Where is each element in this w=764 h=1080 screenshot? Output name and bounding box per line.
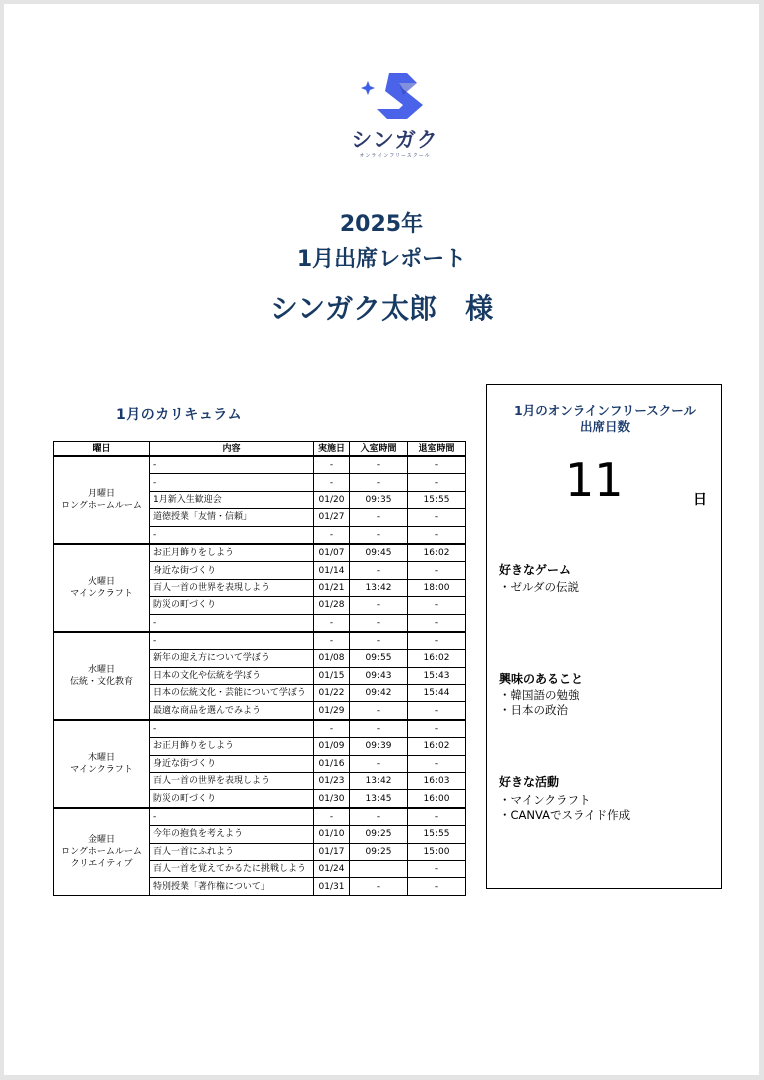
date-cell: 01/21 xyxy=(314,579,350,596)
exit-cell: - xyxy=(408,755,466,772)
col-header-exit: 退室時間 xyxy=(408,442,466,457)
date-cell: - xyxy=(314,720,350,738)
report-page xyxy=(4,4,759,1075)
entry-cell: 13:42 xyxy=(350,579,408,596)
date-cell: 01/29 xyxy=(314,702,350,720)
date-cell: 01/16 xyxy=(314,755,350,772)
exit-cell: 15:55 xyxy=(408,826,466,843)
day-cell: 水曜日 伝統・文化教育 xyxy=(54,632,150,720)
entry-cell: - xyxy=(350,562,408,579)
exit-cell: - xyxy=(408,614,466,632)
date-cell: 01/07 xyxy=(314,544,350,562)
entry-cell: - xyxy=(350,632,408,650)
col-header-entry: 入室時間 xyxy=(350,442,408,457)
content-cell: - xyxy=(150,808,314,826)
col-header-day: 曜日 xyxy=(54,442,150,457)
exit-cell: 16:02 xyxy=(408,738,466,755)
table-row xyxy=(54,808,466,826)
entry-cell: 13:42 xyxy=(350,773,408,790)
logo-wordmark: シンガク xyxy=(351,128,439,152)
content-cell: - xyxy=(150,526,314,544)
interests-heading: 興味のあること xyxy=(499,672,584,686)
entry-cell: - xyxy=(350,878,408,895)
entry-cell: - xyxy=(350,720,408,738)
entry-cell: - xyxy=(350,509,408,526)
date-cell: - xyxy=(314,632,350,650)
content-cell: - xyxy=(150,614,314,632)
date-cell: 01/31 xyxy=(314,878,350,895)
list-item: ・韓国語の勉強 xyxy=(499,688,580,702)
entry-cell: 09:55 xyxy=(350,650,408,667)
attendance-count: 11 xyxy=(565,453,624,507)
table-row xyxy=(54,720,466,738)
date-cell: - xyxy=(314,474,350,491)
content-cell: 今年の抱負を考えよう xyxy=(150,826,314,843)
content-cell: 百人一首の世界を表現しよう xyxy=(150,579,314,596)
exit-cell: - xyxy=(408,597,466,614)
date-cell: 01/17 xyxy=(314,843,350,860)
content-cell: 最適な商品を選んでみよう xyxy=(150,702,314,720)
date-cell: - xyxy=(314,808,350,826)
activities-heading: 好きな活動 xyxy=(499,775,560,789)
date-cell: 01/10 xyxy=(314,826,350,843)
day-cell: 木曜日 マインクラフト xyxy=(54,720,150,808)
content-cell: 日本の伝統文化・芸能について学ぼう xyxy=(150,685,314,702)
exit-cell: - xyxy=(408,474,466,491)
exit-cell: 16:02 xyxy=(408,650,466,667)
exit-cell: - xyxy=(408,509,466,526)
date-cell: 01/14 xyxy=(314,562,350,579)
table-row xyxy=(54,456,466,474)
date-cell: 01/27 xyxy=(314,509,350,526)
date-cell: - xyxy=(314,526,350,544)
content-cell: 日本の文化や伝統を学ぼう xyxy=(150,667,314,684)
entry-cell xyxy=(350,860,408,877)
exit-cell: - xyxy=(408,878,466,895)
entry-cell: - xyxy=(350,456,408,474)
report-title: 1月出席レポート xyxy=(296,247,467,272)
date-cell: 01/28 xyxy=(314,597,350,614)
list-item: ・CANVAでスライド作成 xyxy=(499,808,631,822)
entry-cell: 09:39 xyxy=(350,738,408,755)
date-cell: 01/09 xyxy=(314,738,350,755)
entry-cell: - xyxy=(350,755,408,772)
content-cell: 百人一首にふれよう xyxy=(150,843,314,860)
logo-tagline: オンラインフリースクール xyxy=(359,153,431,159)
exit-cell: - xyxy=(408,702,466,720)
activities-list xyxy=(499,793,630,823)
content-cell: - xyxy=(150,474,314,491)
interests-list xyxy=(499,688,580,718)
entry-cell: 09:45 xyxy=(350,544,408,562)
entry-cell: - xyxy=(350,474,408,491)
attendance-panel xyxy=(486,384,722,889)
list-item: ・マインクラフト xyxy=(499,793,591,807)
exit-cell: - xyxy=(408,562,466,579)
entry-cell: 09:35 xyxy=(350,491,408,508)
date-cell: 01/20 xyxy=(314,491,350,508)
games-heading: 好きなゲーム xyxy=(499,563,572,577)
attendance-unit: 日 xyxy=(693,492,707,508)
date-cell: 01/30 xyxy=(314,790,350,808)
entry-cell: - xyxy=(350,597,408,614)
content-cell: - xyxy=(150,632,314,650)
content-cell: 新年の迎え方について学ぼう xyxy=(150,650,314,667)
entry-cell: 09:25 xyxy=(350,843,408,860)
date-cell: 01/24 xyxy=(314,860,350,877)
date-cell: 01/15 xyxy=(314,667,350,684)
content-cell: 百人一首を覚えてかるたに挑戦しよう xyxy=(150,860,314,877)
exit-cell: 16:00 xyxy=(408,790,466,808)
entry-cell: - xyxy=(350,808,408,826)
logo-mark-icon xyxy=(359,67,431,127)
student-name: シンガク太郎 様 xyxy=(269,292,494,325)
table-row xyxy=(54,632,466,650)
exit-cell: 16:03 xyxy=(408,773,466,790)
entry-cell: 09:25 xyxy=(350,826,408,843)
content-cell: 防災の町づくり xyxy=(150,597,314,614)
report-year: 2025年 xyxy=(339,212,424,237)
exit-cell: - xyxy=(408,456,466,474)
exit-cell: - xyxy=(408,860,466,877)
exit-cell: 15:43 xyxy=(408,667,466,684)
exit-cell: 15:00 xyxy=(408,843,466,860)
exit-cell: 15:44 xyxy=(408,685,466,702)
entry-cell: - xyxy=(350,614,408,632)
attendance-title: 1月のオンラインフリースクール 出席日数 xyxy=(514,403,696,434)
day-cell: 火曜日 マインクラフト xyxy=(54,544,150,632)
col-header-date: 実施日 xyxy=(314,442,350,457)
date-cell: - xyxy=(314,614,350,632)
content-cell: 防災の町づくり xyxy=(150,790,314,808)
entry-cell: 13:45 xyxy=(350,790,408,808)
content-cell: 特別授業「著作権について」 xyxy=(150,878,314,895)
table-row xyxy=(54,544,466,562)
list-item: ・日本の政治 xyxy=(499,703,568,717)
date-cell: 01/08 xyxy=(314,650,350,667)
entry-cell: 09:43 xyxy=(350,667,408,684)
date-cell: - xyxy=(314,456,350,474)
exit-cell: 18:00 xyxy=(408,579,466,596)
content-cell: 身近な街づくり xyxy=(150,755,314,772)
entry-cell: - xyxy=(350,526,408,544)
games-list xyxy=(499,580,579,595)
exit-cell: - xyxy=(408,526,466,544)
exit-cell: - xyxy=(408,808,466,826)
entry-cell: 09:42 xyxy=(350,685,408,702)
exit-cell: - xyxy=(408,632,466,650)
day-cell: 金曜日 ロングホームルーム クリエイティブ xyxy=(54,808,150,895)
content-cell: 百人一首の世界を表現しよう xyxy=(150,773,314,790)
entry-cell: - xyxy=(350,702,408,720)
col-header-content: 内容 xyxy=(150,442,314,457)
list-item: ・ゼルダの伝説 xyxy=(499,580,580,594)
date-cell: 01/22 xyxy=(314,685,350,702)
exit-cell: 15:55 xyxy=(408,491,466,508)
content-cell: - xyxy=(150,720,314,738)
exit-cell: - xyxy=(408,720,466,738)
content-cell: お正月飾りをしよう xyxy=(150,544,314,562)
curriculum-table xyxy=(53,441,466,896)
exit-cell: 16:02 xyxy=(408,544,466,562)
day-cell: 月曜日 ロングホームルーム xyxy=(54,456,150,544)
content-cell: 身近な街づくり xyxy=(150,562,314,579)
content-cell: お正月飾りをしよう xyxy=(150,738,314,755)
date-cell: 01/23 xyxy=(314,773,350,790)
content-cell: - xyxy=(150,456,314,474)
content-cell: 1月新入生歓迎会 xyxy=(150,491,314,508)
table-header-row xyxy=(54,442,466,457)
curriculum-title: 1月のカリキュラム xyxy=(116,407,243,423)
content-cell: 道徳授業「友情・信頼」 xyxy=(150,509,314,526)
school-logo xyxy=(350,67,440,157)
